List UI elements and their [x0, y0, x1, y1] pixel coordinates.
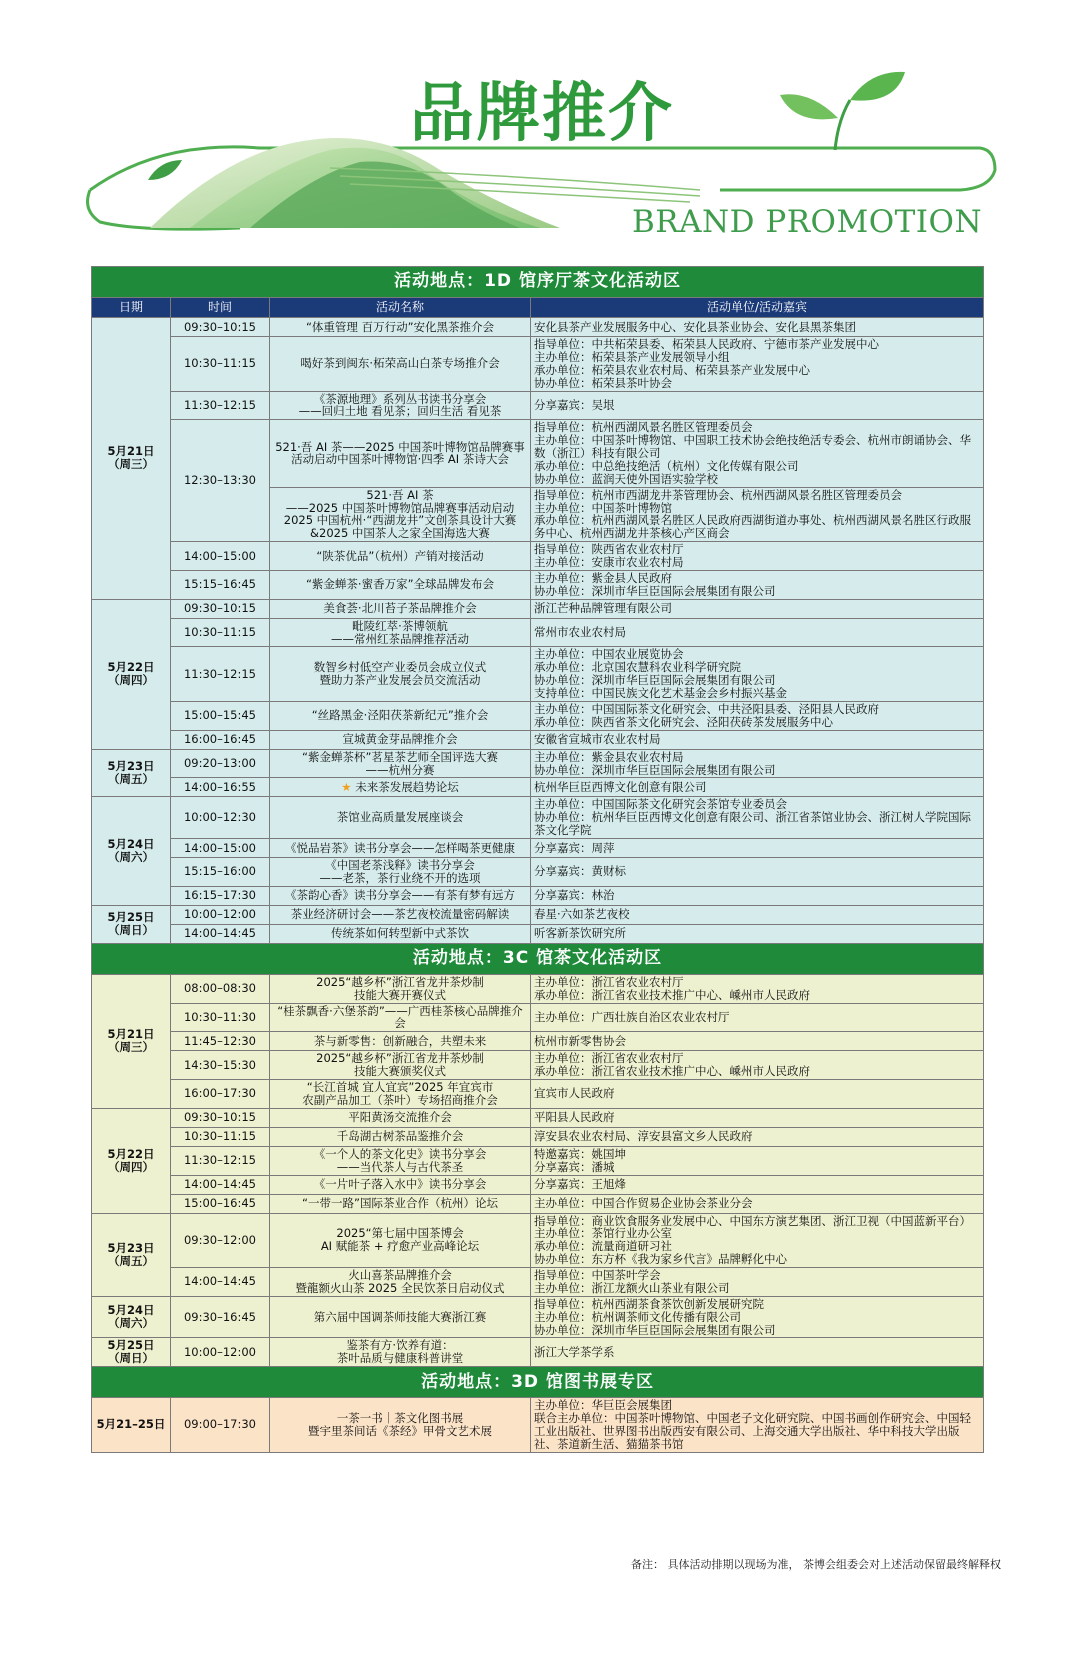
section-header-row [92, 943, 984, 974]
time-cell: 09:30–10:15 [171, 1108, 270, 1127]
time-cell: 09:30–10:15 [171, 318, 270, 337]
time-cell: 09:30–12:00 [171, 1213, 270, 1268]
event-name-cell: 传统茶如何转型新中式茶饮 [270, 924, 531, 943]
organizer-cell: 宜宾市人民政府 [531, 1080, 984, 1109]
table-row [92, 337, 984, 392]
organizer-cell: 浙江大学茶学系 [531, 1338, 984, 1367]
time-cell: 08:00–08:30 [171, 974, 270, 1003]
date-cell: 5月23日 （周五） [92, 749, 171, 797]
table-row [92, 1051, 984, 1080]
organizer-cell: 主办单位：中国国际茶文化研究会、中共泾阳县委、泾阳县人民政府 承办单位：陕西省茶文化研究会、泾阳茯砖茶发展服务中心 [531, 701, 984, 730]
event-name-cell: 《一个人的茶文化史》读书分享会 ——当代茶人与古代茶圣 [270, 1146, 531, 1175]
organizer-cell: 指导单位：陕西省农业农村厅 主办单位：安康市农业农村局 [531, 542, 984, 571]
table-row [92, 924, 984, 943]
column-header-0: 日期 [92, 298, 171, 318]
event-name-cell: 数智乡村低空产业委员会成立仪式 暨助力茶产业发展会员交流活动 [270, 647, 531, 702]
time-cell: 10:00–12:30 [171, 797, 270, 839]
table-row [92, 797, 984, 839]
event-name-cell: 火山喜茶品牌推介会 暨龍额火山茶 2025 全民饮茶日启动仪式 [270, 1268, 531, 1297]
time-cell: 10:30–11:15 [171, 1127, 270, 1146]
table-row [92, 618, 984, 647]
table-row [92, 730, 984, 749]
table-row [92, 599, 984, 618]
event-name-cell: 宣城黄金芽品牌推介会 [270, 730, 531, 749]
event-name-cell: 一茶一书｜茶文化图书展 暨宇里茶间话《茶经》甲骨文艺术展 [270, 1398, 531, 1453]
table-row [92, 1338, 984, 1367]
organizer-cell: 指导单位：杭州西湖风景名胜区管理委员会 主办单位：中国茶叶博物馆、中国职工技术协会绝技绝活专委会、杭州市朗诵协会、华数（浙江）科技有限公司 承办单位：中总绝技绝活（杭州）文化传媒有限公司 协办单位：蓝润天使外国语实验学校 [531, 420, 984, 487]
event-name-cell: 2025“越乡杯”浙江省龙井茶炒制 技能大赛颁奖仪式 [270, 1051, 531, 1080]
column-header-3: 活动单位/活动嘉宾 [531, 298, 984, 318]
time-cell: 15:00–15:45 [171, 701, 270, 730]
organizer-cell: 主办单位：浙江省农业农村厅 承办单位：浙江省农业技术推广中心、嵊州市人民政府 [531, 1051, 984, 1080]
organizer-cell: 浙江芒种品牌管理有限公司 [531, 599, 984, 618]
table-row [92, 570, 984, 599]
date-cell: 5月21日 （周三） [92, 974, 171, 1108]
organizer-cell: 杭州华巨臣西博文化创意有限公司 [531, 778, 984, 797]
leaf-icon [148, 160, 182, 180]
event-name-cell: “陕茶优品”（杭州）产销对接活动 [270, 542, 531, 571]
table-row [92, 839, 984, 858]
table-row [92, 1146, 984, 1175]
event-name-cell: 《一片叶子落入水中》读书分享会 [270, 1175, 531, 1194]
date-cell: 5月21日 （周三） [92, 318, 171, 600]
time-cell: 15:00–16:45 [171, 1194, 270, 1213]
event-name-cell: 茶业经济研讨会——茶艺夜校流量密码解读 [270, 905, 531, 924]
star-icon: ★ [341, 779, 356, 794]
organizer-cell: 主办单位：紫金县人民政府 协办单位：深圳市华巨臣国际会展集团有限公司 [531, 570, 984, 599]
time-cell: 15:15–16:00 [171, 858, 270, 887]
table-row [92, 1175, 984, 1194]
event-name-cell: 平阳黄汤交流推介会 [270, 1108, 531, 1127]
organizer-cell: 指导单位：杭州西湖茶食茶饮创新发展研究院 主办单位：杭州调茶师文化传播有限公司 协办单位：深圳市华巨臣国际会展集团有限公司 [531, 1296, 984, 1338]
organizer-cell: 常州市农业农村局 [531, 618, 984, 647]
event-name-cell: 521·吾 AI 茶——2025 中国茶叶博物馆品牌赛事活动启动中国茶叶博物馆·四季 AI 茶诗大会 [270, 420, 531, 487]
table-row [92, 749, 984, 778]
organizer-cell: 淳安县农业农村局、淳安县富文乡人民政府 [531, 1127, 984, 1146]
event-name-cell: 521·吾 AI 茶 ——2025 中国茶叶博物馆品牌赛事活动启动 2025 中国杭州·“西湖龙井”文创茶具设计大赛 &2025 中国茶人之家全国海选大赛 [270, 487, 531, 542]
column-header-1: 时间 [171, 298, 270, 318]
time-cell: 14:00–16:55 [171, 778, 270, 797]
table-row [92, 974, 984, 1003]
event-name-cell: “桂茶飘香·六堡茶韵”——广西桂茶核心品牌推介会 [270, 1003, 531, 1032]
time-cell: 11:30–12:15 [171, 1146, 270, 1175]
time-cell: 10:30–11:15 [171, 337, 270, 392]
event-name-cell: “紫金蝉茶·蜜香万家”全球品牌发布会 [270, 570, 531, 599]
column-header-row [92, 298, 984, 318]
section-header-row [92, 1367, 984, 1398]
table-row [92, 1296, 984, 1338]
time-cell: 10:00–12:00 [171, 905, 270, 924]
event-name-cell: “紫金蝉茶杯”茗星茶艺师全国评选大赛 ——杭州分赛 [270, 749, 531, 778]
event-name-cell: “一带一路”国际茶业合作（杭州）论坛 [270, 1194, 531, 1213]
event-name-cell: 千岛湖古树茶品鉴推介会 [270, 1127, 531, 1146]
table-row [92, 1398, 984, 1453]
date-cell: 5月25日 （周日） [92, 905, 171, 943]
table-row [92, 1032, 984, 1051]
table-row [92, 542, 984, 571]
table-row [92, 1194, 984, 1213]
event-name-cell: 2025“越乡杯”浙江省龙井茶炒制 技能大赛开赛仪式 [270, 974, 531, 1003]
time-cell: 09:20–13:00 [171, 749, 270, 778]
time-cell: 16:15–17:30 [171, 886, 270, 905]
organizer-cell: 春星·六如茶艺夜校 [531, 905, 984, 924]
organizer-cell: 主办单位：中国合作贸易企业协会茶业分会 [531, 1194, 984, 1213]
time-cell: 16:00–17:30 [171, 1080, 270, 1109]
event-name-cell: 《茶韵心香》读书分享会——有茶有梦有远方 [270, 886, 531, 905]
time-cell: 12:30–13:30 [171, 420, 270, 542]
organizer-cell: 主办单位：中国农业展览协会 承办单位：北京国农慧科农业科学研究院 协办单位：深圳市华巨臣国际会展集团有限公司 支持单位：中国民族文化艺术基金会乡村振兴基金 [531, 647, 984, 702]
organizer-cell: 特邀嘉宾：姚国坤 分享嘉宾：潘城 [531, 1146, 984, 1175]
table-row [92, 858, 984, 887]
organizer-cell: 安化县茶产业发展服务中心、安化县茶业协会、安化县黑茶集团 [531, 318, 984, 337]
organizer-cell: 安徽省宣城市农业农村局 [531, 730, 984, 749]
time-cell: 14:30–15:30 [171, 1051, 270, 1080]
time-cell: 14:00–14:45 [171, 1268, 270, 1297]
header-banner [0, 0, 1080, 260]
event-name-cell: 毗陵红萃·茶博领航 ——常州红茶品牌推荐活动 [270, 618, 531, 647]
section-title: 活动地点：1D 馆序厅茶文化活动区 [92, 267, 984, 298]
date-cell: 5月25日 （周日） [92, 1338, 171, 1367]
organizer-cell: 分享嘉宾：黄财标 [531, 858, 984, 887]
date-cell: 5月24日 （周六） [92, 1296, 171, 1338]
table-row [92, 1003, 984, 1032]
page-title: 品牌推介 [410, 77, 674, 151]
event-name-cell [270, 778, 531, 797]
time-cell: 14:00–15:00 [171, 542, 270, 571]
table-row [92, 1268, 984, 1297]
section-title: 活动地点：3C 馆茶文化活动区 [92, 943, 984, 974]
event-name-cell: 《茶源地理》系列丛书读书分享会 ——回归土地 看见茶；回归生活 看见茶 [270, 391, 531, 420]
date-cell: 5月22日 （周四） [92, 1108, 171, 1213]
organizer-cell: 主办单位：浙江省农业农村厅 承办单位：浙江省农业技术推广中心、嵊州市人民政府 [531, 974, 984, 1003]
event-name-cell: 美食荟·北川苔子茶品牌推介会 [270, 599, 531, 618]
organizer-cell: 平阳县人民政府 [531, 1108, 984, 1127]
event-name-cell: 2025“第七届中国茶博会 AI 赋能茶 + 疗愈产业高峰论坛 [270, 1213, 531, 1268]
time-cell: 11:30–12:15 [171, 391, 270, 420]
section-header-row [92, 267, 984, 298]
organizer-cell: 杭州市新零售协会 [531, 1032, 984, 1051]
organizer-cell: 指导单位：杭州市西湖龙井茶管理协会、杭州西湖风景名胜区管理委员会 主办单位：中国茶叶博物馆 承办单位：杭州西湖风景名胜区人民政府西湖街道办事处、杭州西湖风景名胜区行政服务中心、杭州西湖龙井茶核心产区商会 [531, 487, 984, 542]
table-row [92, 1213, 984, 1268]
table-row [92, 701, 984, 730]
event-name-cell: 第六届中国调茶师技能大赛浙江赛 [270, 1296, 531, 1338]
organizer-cell: 分享嘉宾：吴垠 [531, 391, 984, 420]
page-subtitle: BRAND PROMOTION [632, 204, 983, 240]
organizer-cell: 分享嘉宾：王旭烽 [531, 1175, 984, 1194]
time-cell: 10:30–11:30 [171, 1003, 270, 1032]
table-row [92, 1080, 984, 1109]
organizer-cell: 主办单位：中国国际茶文化研究会茶馆专业委员会 协办单位：杭州华巨臣西博文化创意有限公司、浙江省茶馆业协会、浙江树人学院国际茶文化学院 [531, 797, 984, 839]
time-cell: 16:00–16:45 [171, 730, 270, 749]
date-cell: 5月22日 （周四） [92, 599, 171, 749]
organizer-cell: 指导单位：商业饮食服务业发展中心、中国东方演艺集团、浙江卫视（中国蓝新平台） 主办单位：茶馆行业办公室 承办单位：流量商道研习社 协办单位：东方杯《我为家乡代言》品牌孵化中心 [531, 1213, 984, 1268]
time-cell: 11:30–12:15 [171, 647, 270, 702]
organizer-cell: 指导单位：中国茶叶学会 主办单位：浙江龙额火山茶业有限公司 [531, 1268, 984, 1297]
date-cell: 5月24日 （周六） [92, 797, 171, 905]
footnote: 备注： 具体活动排期以现场为准， 茶博会组委会对上述活动保留最终解释权 [631, 1558, 1001, 1571]
event-name-cell: “丝路黑金·泾阳茯茶新纪元”推介会 [270, 701, 531, 730]
time-cell: 11:45–12:30 [171, 1032, 270, 1051]
time-cell: 15:15–16:45 [171, 570, 270, 599]
table-row [92, 905, 984, 924]
event-name-cell: 《悦品岩茶》读书分享会——怎样喝茶更健康 [270, 839, 531, 858]
column-header-2: 活动名称 [270, 298, 531, 318]
time-cell: 10:00–12:00 [171, 1338, 270, 1367]
organizer-cell: 主办单位：广西壮族自治区农业农村厅 [531, 1003, 984, 1032]
table-row [92, 647, 984, 702]
date-cell: 5月21–25日 [92, 1398, 171, 1453]
time-cell: 10:30–11:15 [171, 618, 270, 647]
organizer-cell: 指导单位：中共柘荣县委、柘荣县人民政府、宁德市茶产业发展中心 主办单位：柘荣县茶产业发展领导小组 承办单位：柘荣县农业农村局、柘荣县茶产业发展中心 协办单位：柘荣县茶叶协会 [531, 337, 984, 392]
event-name-cell: 《中国老茶浅释》读书分享会 ——老茶，茶行业绕不开的选项 [270, 858, 531, 887]
organizer-cell: 听客新茶饮研究所 [531, 924, 984, 943]
organizer-cell: 主办单位：紫金县农业农村局 协办单位：深圳市华巨臣国际会展集团有限公司 [531, 749, 984, 778]
event-name-cell: “体重管理 百万行动”安化黑茶推介会 [270, 318, 531, 337]
organizer-cell: 分享嘉宾：周萍 [531, 839, 984, 858]
table-row [92, 391, 984, 420]
schedule-table [91, 266, 984, 1453]
event-name-cell: “长江首城 宜人宜宾”2025 年宜宾市 农副产品加工（茶叶）专场招商推介会 [270, 1080, 531, 1109]
table-row [92, 886, 984, 905]
time-cell: 14:00–14:45 [171, 924, 270, 943]
date-cell: 5月23日 （周五） [92, 1213, 171, 1296]
event-name-cell: 鉴茶有方·饮养有道： 茶叶品质与健康科普讲堂 [270, 1338, 531, 1367]
table-row [92, 1108, 984, 1127]
event-name-text: 未来茶发展趋势论坛 [355, 779, 459, 794]
time-cell: 09:30–10:15 [171, 599, 270, 618]
table-row [92, 778, 984, 797]
table-row [92, 1127, 984, 1146]
time-cell: 14:00–14:45 [171, 1175, 270, 1194]
organizer-cell: 主办单位：华巨臣会展集团 联合主办单位：中国茶叶博物馆、中国老子文化研究院、中国书画创作研究会、中国轻工业出版社、世界图书出版西安有限公司、上海交通大学出版社、华中科技大学出版社、茶道新生活、猫猫茶书馆 [531, 1398, 984, 1453]
event-name-cell: 茶馆业高质量发展座谈会 [270, 797, 531, 839]
section-title: 活动地点：3D 馆图书展专区 [92, 1367, 984, 1398]
event-name-cell: 喝好茶到闽东·柘荣高山白茶专场推介会 [270, 337, 531, 392]
time-cell: 14:00–15:00 [171, 839, 270, 858]
time-cell: 09:00–17:30 [171, 1398, 270, 1453]
event-name-cell: 茶与新零售：创新融合，共塑未来 [270, 1032, 531, 1051]
table-row [92, 318, 984, 337]
organizer-cell: 分享嘉宾：林治 [531, 886, 984, 905]
time-cell: 09:30–16:45 [171, 1296, 270, 1338]
table-row [92, 420, 984, 487]
